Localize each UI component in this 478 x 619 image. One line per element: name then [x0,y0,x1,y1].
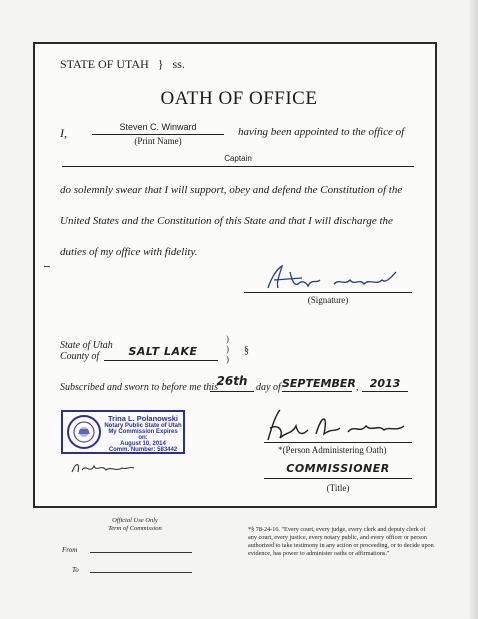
stamp-line-4: Comm. Number: 583442 [108,447,178,453]
signature-line [244,292,412,293]
page-edge [470,0,478,619]
day-line [210,391,254,392]
person-administering-caption: *(Person Administering Oath) [278,445,387,455]
oath-body-line-1: do solemnly swear that I will support, obey and defend the Constitution of the [60,184,403,196]
stamp-text-block [103,414,183,453]
title-caption: (Title) [326,483,350,493]
statute-text: *§ 78-24-16. "Every court, every judge, every clerk and deputy clerk of any court, every justice, every notary public, and every officer or person authorized to take testimony in any action or proceeding, or to decide upon evidence, has power to administer oaths or affirmations." [248,526,434,557]
oath-body-line-3: duties of my office with fidelity. [60,246,198,258]
term-of-commission-label: Term of Commission [108,525,162,532]
print-name-value: Steven C. Winward [119,122,197,132]
oath-body-line-2: United States and the Constitution of this State and that I will discharge the [60,215,393,227]
day-value: 26th [216,374,248,388]
year-line [362,391,408,392]
to-label: To [72,566,79,574]
section-mark: § [244,345,249,356]
subscribed-text: Subscribed and sworn to before me this [60,382,218,393]
i-label: I, [60,126,67,140]
print-name-line [92,134,224,135]
day-of-label: day of [256,382,281,393]
state-label: STATE OF UTAH [60,57,149,71]
title-value: COMMISSIONER [286,462,390,475]
print-name-caption: (Print Name) [134,136,182,146]
appointed-text: having been appointed to the office of [238,126,405,138]
office-value: Captain [224,154,252,163]
notary-stamp [61,410,185,454]
from-label: From [62,546,78,554]
margin-dash [44,266,50,267]
stamp-line-2: My Commission Expires on: [108,429,178,441]
month-value: SEPTEMBER [282,377,356,390]
brace: } [157,57,164,71]
county-label: County of [60,351,100,362]
stamp-line-1: Notary Public State of Utah [104,423,182,429]
to-line [90,572,192,573]
year-comma: , [356,382,359,393]
notary-seal-icon [67,415,101,449]
county-line [104,360,218,361]
administering-signature-image [262,404,412,446]
title-line [264,478,412,479]
office-line [62,166,414,167]
official-use-label: Official Use Only [112,517,158,524]
stamp-line-3: August 10, 2014 [120,441,166,447]
notary-signature-image [68,458,138,476]
state-of-utah-label: State of Utah [60,340,113,351]
signature-caption: (Signature) [307,295,349,305]
county-value: SALT LAKE [128,345,198,358]
stamp-name: Trina L. Polanowski [107,414,179,423]
county-parens: ) ) ) [226,334,229,364]
from-line [90,552,192,553]
month-line [282,391,352,392]
administering-line [264,442,412,443]
signature-image [262,262,412,294]
ss-label: ss. [172,57,185,71]
state-line [60,57,185,72]
page-title: OATH OF OFFICE [160,88,318,109]
year-value: 2013 [369,377,401,390]
